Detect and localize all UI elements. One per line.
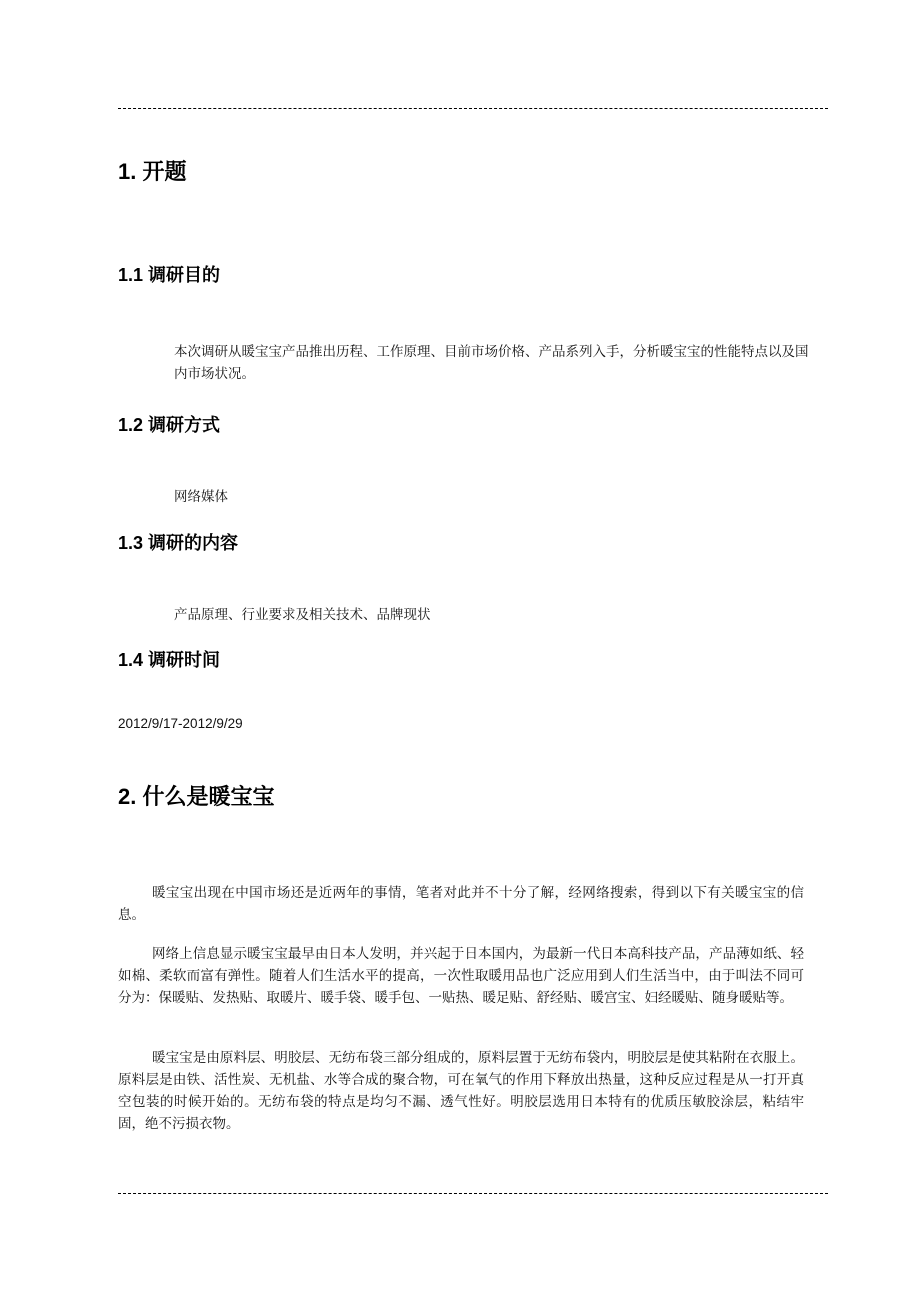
heading-1: 1. 开题: [118, 159, 187, 184]
date-range: 2012/9/17-2012/9/29: [118, 716, 243, 731]
header-dashed-rule: [118, 108, 828, 109]
body-paragraph-2: 网络上信息显示暖宝宝最早由日本人发明，并兴起于日本国内，为最新一代日本高科技产品，产品薄如纸、轻如棉、柔软而富有弹性。随着人们生活水平的提高，一次性取暖用品也广泛应用到人们生活当中，由于叫法不同可分为：保暖贴、发热贴、取暖片、暖手袋、暖手包、一贴热、暖足贴、舒经贴、暖宫宝、妇经暖贴、随身暖贴等。: [118, 946, 804, 1006]
heading-1-1: 1.1 调研目的: [118, 265, 221, 285]
purpose-paragraph: 本次调研从暖宝宝产品推出历程、工作原理、目前市场价格、产品系列入手，分析暖宝宝的性能特点以及国内市场状况。: [174, 344, 809, 382]
heading-1-4: 1.4 调研时间: [118, 650, 221, 670]
body-paragraph-1: 暖宝宝出现在中国市场还是近两年的事情，笔者对此并不十分了解，经网络搜索，得到以下有关暖宝宝的信息。: [118, 885, 804, 923]
heading-1-3: 1.3 调研的内容: [118, 533, 239, 553]
heading-2: 2. 什么是暖宝宝: [118, 784, 275, 809]
heading-1-2: 1.2 调研方式: [118, 415, 221, 435]
content-paragraph: 产品原理、行业要求及相关技术、品牌现状: [174, 607, 431, 623]
method-paragraph: 网络媒体: [174, 489, 228, 505]
footer-dashed-rule: [118, 1193, 828, 1194]
body-paragraph-3: 暖宝宝是由原料层、明胶层、无纺布袋三部分组成的，原料层置于无纺布袋内，明胶层是使其粘附在衣服上。原料层是由铁、活性炭、无机盐、水等合成的聚合物，可在氧气的作用下释放出热量，这种反应过程是从一打开真空包装的时候开始的。无纺布袋的特点是均匀不漏、透气性好。明胶层选用日本特有的优质压敏胶涂层，粘结牢固，绝不污损衣物。: [118, 1050, 804, 1132]
